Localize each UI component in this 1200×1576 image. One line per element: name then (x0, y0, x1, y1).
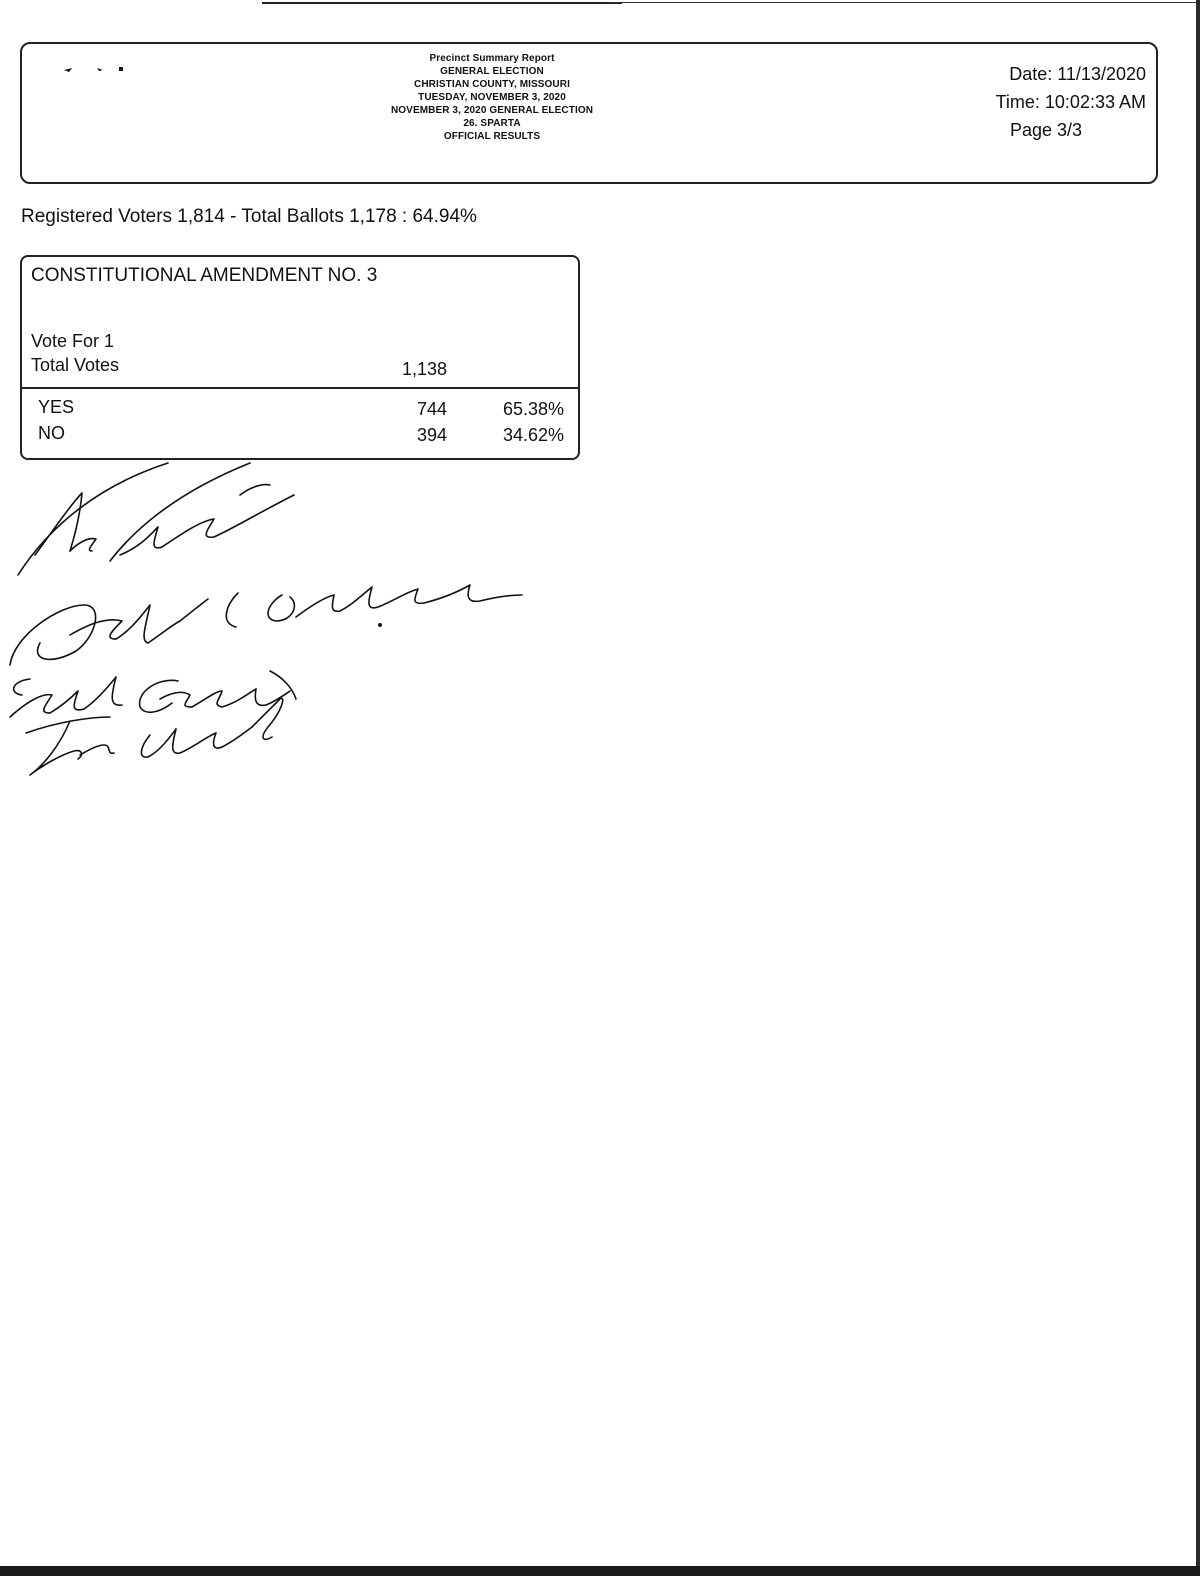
election-name: NOVEMBER 3, 2020 GENERAL ELECTION (390, 105, 594, 116)
jurisdiction: CHRISTIAN COUNTY, MISSOURI (414, 79, 570, 90)
results-status: OFFICIAL RESULTS (443, 131, 541, 142)
report-date: Date: 11/13/2020 (1009, 64, 1146, 84)
report-name: Precinct Summary Report (429, 53, 555, 64)
scan-edge (1196, 0, 1200, 1576)
choice-row (22, 397, 578, 421)
choice-percent: 65.38% (502, 399, 564, 419)
handwritten-signature (10, 585, 522, 665)
choice-name: NO (38, 423, 65, 443)
vote-for-label: Vote For 1 (31, 331, 115, 351)
signatures-block (0, 455, 540, 795)
turnout-summary: Registered Voters 1,814 - Total Ballots 1,178 : 64.94% (21, 206, 477, 227)
election-type: GENERAL ELECTION (440, 66, 544, 77)
report-header (20, 42, 1158, 184)
contest-title: CONSTITUTIONAL AMENDMENT NO. 3 (31, 265, 378, 286)
total-votes-value: 1,138 (401, 359, 447, 379)
choice-votes: 394 (416, 425, 447, 445)
report-title-block (322, 52, 662, 143)
total-votes-label: Total Votes (31, 355, 120, 375)
divider (22, 387, 578, 389)
choice-percent: 34.62% (502, 425, 564, 445)
handwritten-signature (10, 671, 296, 717)
choice-name: YES (38, 397, 75, 417)
election-day: TUESDAY, NOVEMBER 3, 2020 (418, 92, 566, 103)
page-number: Page 3/3 (1009, 120, 1083, 140)
handwritten-signature (26, 698, 283, 775)
scan-artifact-line (262, 2, 622, 4)
handwritten-signature (18, 463, 294, 575)
report-meta (946, 60, 1146, 144)
scan-artifact-line (610, 2, 1200, 3)
choice-row (22, 423, 578, 447)
precinct-name: 26. SPARTA (463, 118, 521, 129)
scan-edge (0, 1566, 1200, 1576)
contest-panel (20, 255, 580, 460)
choice-votes: 744 (416, 399, 447, 419)
county-logo-icon (52, 56, 152, 86)
report-time: Time: 10:02:33 AM (995, 92, 1146, 112)
